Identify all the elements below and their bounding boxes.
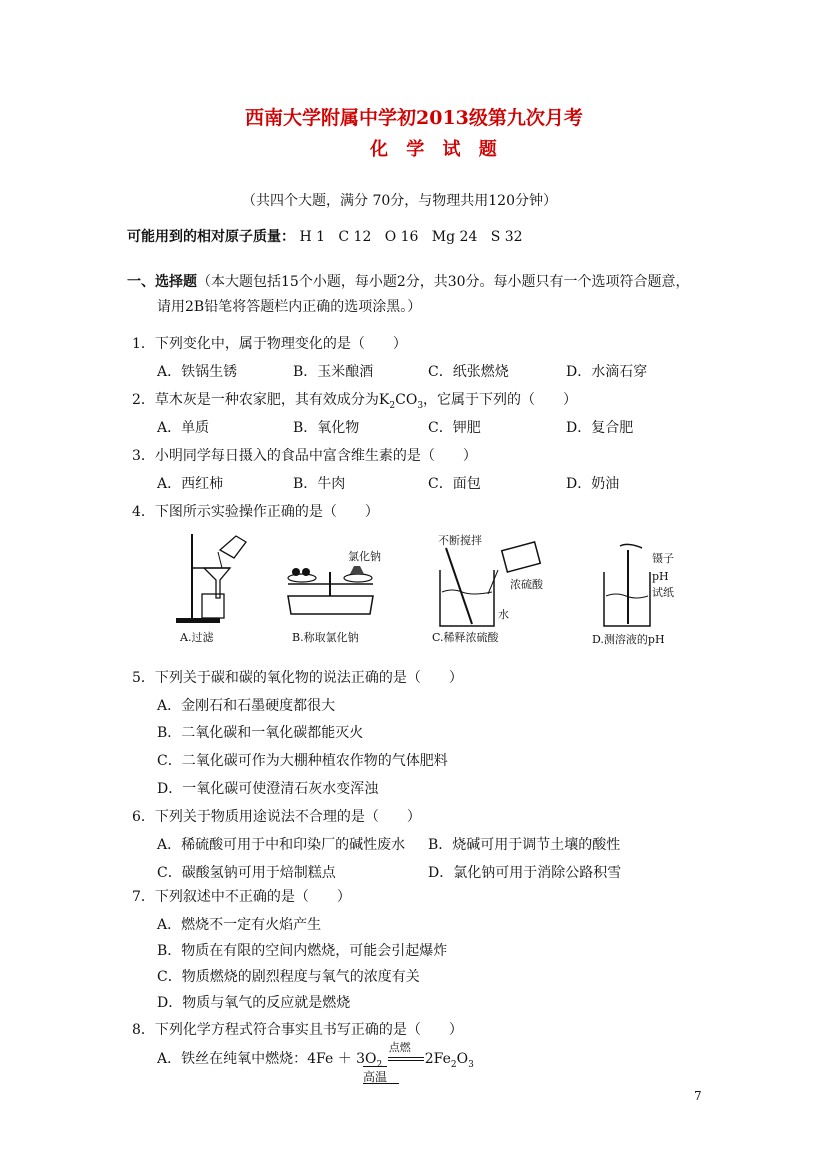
caption-ph: D.测溶液的pH	[592, 633, 665, 646]
q7-option-a: A．燃烧不一定有火焰产生	[157, 917, 322, 933]
q2-stem-mid: CO	[395, 392, 418, 408]
q5-option-d: D．一氧化碳可使澄清石灰水变浑浊	[157, 781, 379, 797]
q2-stem-pre: 2．草木灰是一种农家肥，其有效成分为K	[132, 392, 390, 408]
question-1-stem: 1．下列变化中，属于物理变化的是（ ）	[132, 336, 407, 352]
q2-sub-2: 3	[417, 400, 424, 411]
page-number: 7	[694, 1089, 702, 1103]
question-5-stem: 5．下列关于碳和碳的氧化物的说法正确的是（ ）	[132, 670, 463, 686]
question-8-stem: 8．下列化学方程式符合事实且书写正确的是（ ）	[132, 1022, 463, 1038]
question-2-stem	[132, 389, 577, 411]
q2-option-c: C．钾肥	[428, 420, 481, 436]
label-acid: 浓硫酸	[510, 578, 543, 591]
section1-heading: 一、选择题	[127, 274, 197, 290]
label-ph-paper-2: 试纸	[652, 586, 674, 599]
q8-a-sub: 2	[376, 1059, 383, 1070]
label-stir: 不断搅拌	[438, 534, 482, 547]
q8-a-condition-arrow	[387, 1041, 425, 1067]
lab-operations-figure	[170, 528, 710, 650]
section1-instruction-2: 请用2B铅笔将答题栏内正确的选项涂黑。）	[157, 299, 422, 315]
q6-option-c: C．碳酸氢钠可用于焙制糕点	[157, 865, 336, 881]
section1-intro	[127, 271, 690, 291]
q3-option-b: B．牛肉	[293, 476, 346, 492]
q1-option-a: A．铁锅生锈	[157, 364, 238, 380]
page-subtitle: 化 学 试 题	[370, 139, 503, 160]
q7-option-b: B．物质在有限的空间内燃烧，可能会引起爆炸	[157, 943, 448, 959]
caption-filtration: A.过滤	[180, 631, 214, 644]
q3-option-a: A．西红柿	[157, 476, 224, 492]
q2-sub-1: 2	[389, 400, 396, 411]
exam-info: （共四个大题，满分 70分，与物理共用120分钟）	[242, 193, 557, 209]
filtration-illustration	[170, 528, 260, 628]
ph-test-illustration	[590, 542, 660, 632]
q1-option-d: D．水滴石穿	[566, 364, 648, 380]
q2-option-d: D．复合肥	[566, 420, 634, 436]
q5-option-b: B．二氧化碳和一氧化碳都能灭火	[157, 725, 364, 741]
q7-option-d: D．物质与氧气的反应就是燃烧	[157, 995, 351, 1011]
atomic-mass-label: 可能用到的相对原子质量：	[127, 229, 295, 245]
q1-option-c: C．纸张燃烧	[428, 364, 509, 380]
caption-weighing: B.称取氯化钠	[292, 631, 359, 644]
caption-dilution: C.稀释浓硫酸	[432, 631, 499, 644]
q6-option-b: B．烧碱可用于调节土壤的酸性	[428, 837, 621, 853]
q8-a-product-sub1: 2	[450, 1059, 457, 1070]
q5-option-c: C．二氧化碳可作为大棚种植农作物的气体肥料	[157, 753, 448, 769]
q7-option-c: C．物质燃烧的剧烈程度与氧气的浓度有关	[157, 969, 420, 985]
q2-option-a: A．单质	[157, 420, 210, 436]
q3-option-d: D．奶油	[566, 476, 620, 492]
q8-a-product-sub2: 3	[468, 1059, 474, 1070]
label-water: 水	[498, 608, 509, 621]
q8-a-product-o: O	[456, 1051, 469, 1067]
label-nacl: 氯化钠	[348, 550, 381, 563]
q5-option-a: A．金刚石和石墨硬度都很大	[157, 698, 336, 714]
q8-option-a	[157, 1041, 474, 1070]
q2-option-b: B．氧化物	[293, 420, 360, 436]
q8-a-reactants: A．铁丝在纯氧中燃烧：4Fe ＋ 3O	[157, 1051, 377, 1067]
q8-a-product: 2Fe	[424, 1051, 451, 1067]
question-4-stem: 4．下图所示实验操作正确的是（ ）	[132, 504, 379, 520]
atomic-mass-values: H 1 C 12 O 16 Mg 24 S 32	[299, 229, 523, 245]
next-condition-line	[363, 1083, 399, 1084]
q6-option-a: A．稀硫酸可用于中和印染厂的碱性废水	[157, 837, 406, 853]
label-ph-paper-1: pH	[652, 570, 669, 583]
q8-a-condition: 点燃	[388, 1041, 411, 1054]
question-7-stem: 7．下列叙述中不正确的是（ ）	[132, 889, 351, 905]
label-tweezers: 镊子	[652, 552, 674, 565]
page-title: 西南大学附属中学初2013级第九次月考	[245, 107, 583, 129]
section1-instruction-1: （本大题包括15个小题，每小题2分，共30分。每小题只有一个选项符合题意，	[197, 274, 690, 290]
question-6-stem: 6．下列关于物质用途说法不合理的是（ ）	[132, 809, 421, 825]
question-3-stem: 3．小明同学每日摄入的食品中富含维生素的是（ ）	[132, 448, 477, 464]
atomic-mass-line	[127, 226, 523, 246]
q6-option-d: D．氯化钠可用于消除公路积雪	[428, 865, 622, 881]
q2-stem-post: ，它属于下列的（ ）	[423, 392, 578, 408]
q1-option-b: B．玉米酿酒	[293, 364, 374, 380]
next-condition-label: 高温	[363, 1066, 387, 1085]
q3-option-c: C．面包	[428, 476, 481, 492]
